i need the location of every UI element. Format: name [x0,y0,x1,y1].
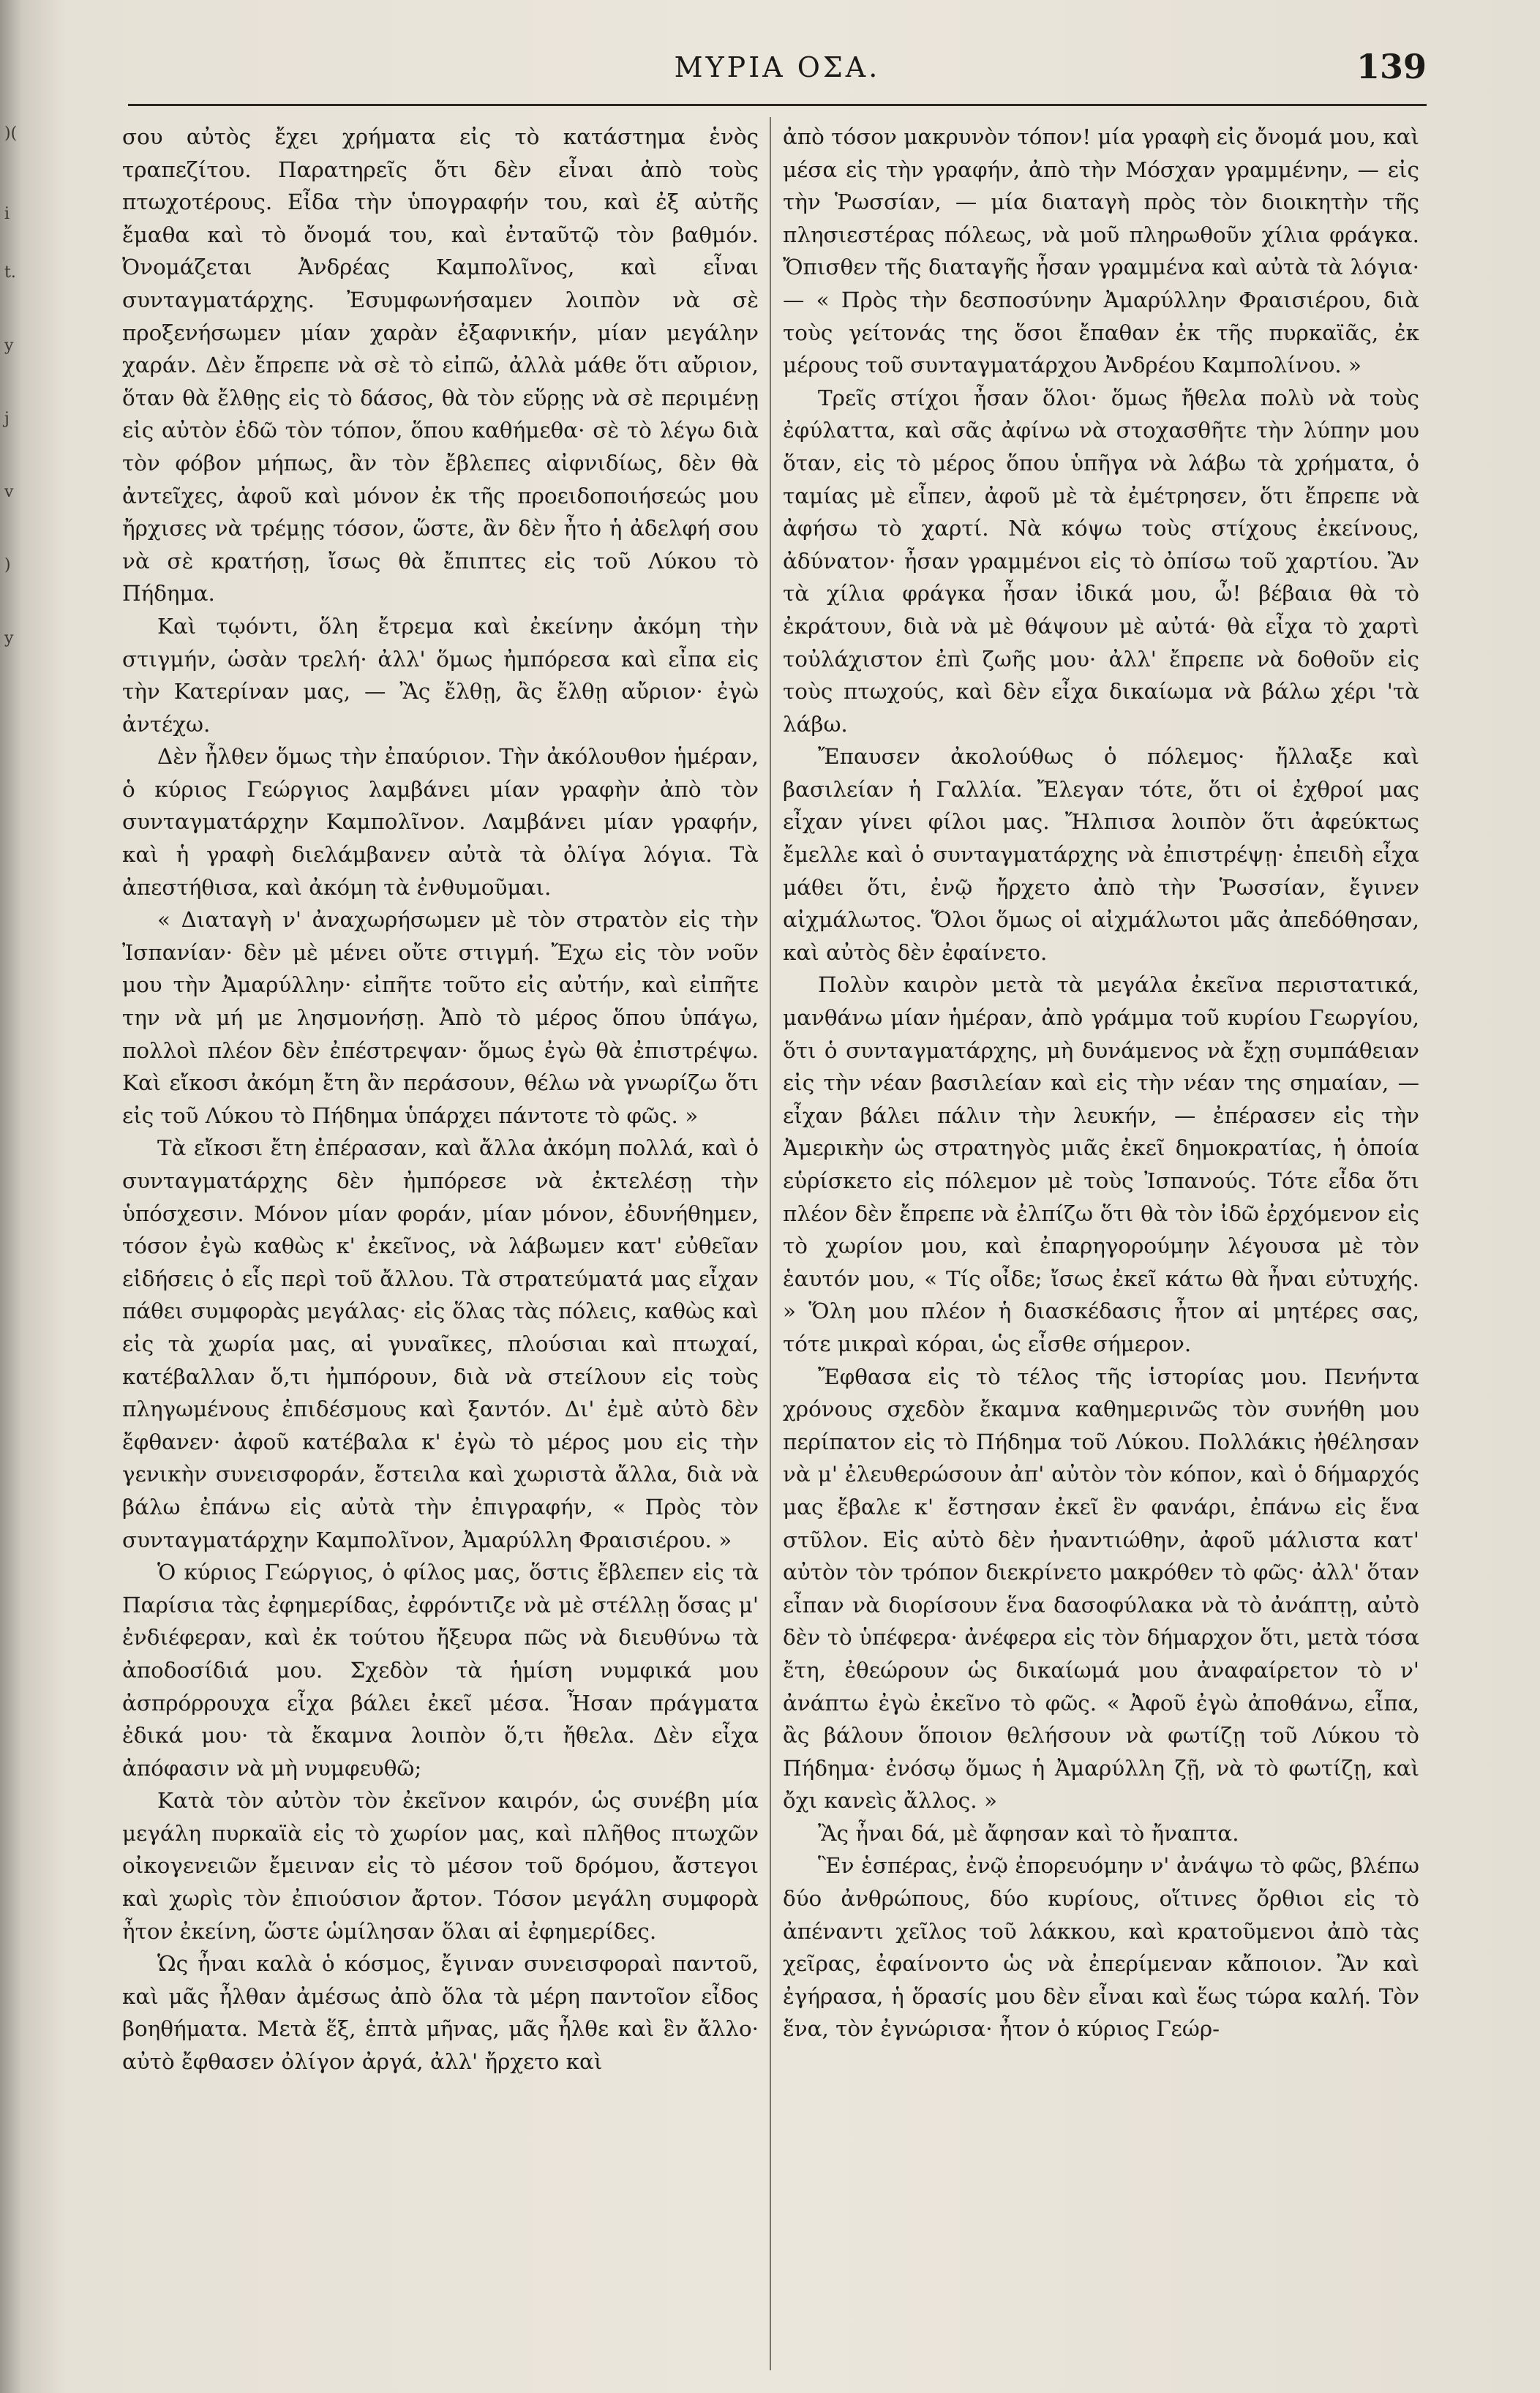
paragraph: Δὲν ἦλθεν ὅμως τὴν ἐπαύριον. Τὴν ἀκόλουθον ἡμέραν, ὁ κύριος Γεώργιος λαμβάνει μίαν γραφὴν ἀπὸ τὸν συνταγματάρχην Καμπολῖνον. Λαμβάνει μίαν γραφήν, καὶ ἡ γραφὴ διελάμβανεν αὐτὰ τὰ ὀλίγα λόγια. Τὰ ἀπεστήθισα, καὶ ἀκόμη τὰ ἐνθυμοῦμαι. [122,744,759,900]
paragraph: Ἔπαυσεν ἀκολούθως ὁ πόλεμος· ἤλλαξε καὶ βασιλείαν ἡ Γαλλία. Ἔλεγαν τότε, ὅτι οἱ ἐχθροί μας εἶχαν γίνει φίλοι μας. Ἤλπισα λοιπὸν ὅτι ἀφεύκτως ἔμελλε καὶ ὁ συνταγματάρχης νὰ ἐπιστρέψῃ· ἐπειδὴ εἶχα μάθει ὅτι, ἐνῷ ἤρχετο ἀπὸ τὴν Ῥωσσίαν, ἔγινεν αἰχμάλωτος. Ὅλοι ὅμως οἱ αἰχμάλωτοι μᾶς ἀπεδόθησαν, καὶ αὐτὸς δὲν ἐφαίνετο. [783,744,1419,965]
edge-mark: y [4,337,14,355]
edge-mark: y [4,629,14,647]
edge-mark: )( [4,124,18,143]
paragraph: Πολὺν καιρὸν μετὰ τὰ μεγάλα ἐκεῖνα περιστατικά, μανθάνω μίαν ἡμέραν, ἀπὸ γράμμα τοῦ κυρίου Γεωργίου, ὅτι ὁ συνταγματάρχης, μὴ δυνάμενος νὰ ἔχῃ συμπάθειαν εἰς τὴν νέαν βασιλείαν καὶ εἰς τὴν νέαν της σημαίαν, — εἶχαν βάλει πάλιν τὴν λευκήν, — ἐπέρασεν εἰς τὴν Ἀμερικὴν ὡς στρατηγὸς μιᾶς ἐκεῖ δημοκρατίας, ἡ ὁποία εὑρίσκετο εἰς πόλεμον μὲ τοὺς Ἰσπανούς. Τότε εἶδα ὅτι πλέον δὲν ἔπρεπε νὰ ἐλπίζω ὅτι θὰ τὸν ἰδῶ ἐρχόμενον εἰς τὸ χωρίον μου, καὶ ἐπαρηγορούμην λέγουσα μὲ τὸν ἑαυτόν μου, « Τίς οἶδε; ἴσως ἐκεῖ κάτω θὰ ἦναι εὐτυχής. » Ὅλη μου πλέον ἡ διασκέδασις ἦτον αἱ μητέρες σας, τότε μικραὶ κόραι, ὡς εἶσθε σήμερον. [783,972,1419,1356]
left-column [122,121,759,2367]
paragraph: Ἓν ἑσπέρας, ἐνῷ ἐπορευόμην ν' ἀνάψω τὸ φῶς, βλέπω δύο ἀνθρώπους, δύο κυρίους, οἵτινες ὄρθιοι εἰς τὸ ἀπέναντι χεῖλος τοῦ λάκκου, καὶ κρατοῦμενοι ἀπὸ τὰς χεῖρας, ἐφαίνοντο ὡς νὰ ἐπερίμεναν κἄποιον. Ἂν καὶ ἐγήρασα, ἡ ὅρασίς μου δὲν εἶναι καὶ ἕως τώρα καλή. Τὸν ἕνα, τὸν ἐγνώρισα· ἦτον ὁ κύριος Γεώρ- [783,1853,1419,2042]
right-column [783,121,1419,2367]
page-header [128,47,1427,102]
edge-mark: j [4,410,10,428]
paragraph: Ὁ κύριος Γεώργιος, ὁ φίλος μας, ὅστις ἔβλεπεν εἰς τὰ Παρίσια τὰς ἐφημερίδας, ἐφρόντιζε νὰ μὲ στέλλῃ ὅσας μ' ἐνδιέφεραν, καὶ ἐκ τούτου ἤξευρα πῶς νὰ διευθύνω τὰ ἀποδοσίδιά μου. Σχεδὸν τὰ ἡμίση νυμφικά μου ἀσπρόρρουχα εἶχα βάλει ἐκεῖ μέσα. Ἦσαν πράγματα ἐδικά μου· τὰ ἔκαμνα λοιπὸν ὅ,τι ἤθελα. Δὲν εἶχα ἀπόφασιν νὰ μὴ νυμφευθῶ; [122,1560,759,1781]
edge-mark: i [4,205,10,223]
paragraph: Καὶ τῳόντι, ὅλη ἔτρεμα καὶ ἐκείνην ἀκόμη τὴν στιγμήν, ὡσὰν τρελή· ἀλλ' ὅμως ἠμπόρεσα καὶ εἶπα εἰς τὴν Κατερίναν μας, — Ἂς ἔλθῃ, ἂς ἔλθῃ αὔριον· ἐγὼ ἀντέχω. [122,613,759,737]
paragraph: Ἂς ἦναι δά, μὲ ἄφησαν καὶ τὸ ἤναπτα. [818,1820,1239,1846]
scan-edge-marks [0,0,29,2393]
paragraph: ἀπὸ τόσον μακρυνὸν τόπον! μία γραφὴ εἰς ὄνομά μου, καὶ μέσα εἰς τὴν γραφήν, ἀπὸ τὴν Μόσχαν γραμμένην, — εἰς τὴν Ῥωσσίαν, — μία διαταγὴ πρὸς τὸν διοικητὴν τῆς πλησιεστέρας πόλεως, νὰ μοῦ πληρωθοῦν χίλια φράγκα. Ὄπισθεν τῆς διαταγῆς ἦσαν γραμμένα καὶ αὐτὰ τὰ λόγια· — « Πρὸς τὴν δεσποσύνην Ἀμαρύλλην Φραισιέρου, διὰ τοὺς γείτονάς της ὅσοι ἔπαθαν ἐκ τῆς πυρκαϊᾶς, ἐκ μέρους τοῦ συνταγματάρχου Ἀνδρέου Καμπολίνου. » [783,124,1419,378]
paragraph: σου αὐτὸς ἔχει χρήματα εἰς τὸ κατάστημα ἑνὸς τραπεζίτου. Παρατηρεῖς ὅτι δὲν εἶναι ἀπὸ τοὺς πτωχοτέρους. Εἶδα τὴν ὑπογραφήν του, καὶ ἐξ αὐτῆς ἔμαθα καὶ τὸ ὄνομά του, καὶ ἐνταῦτῷ τὸν βαθμόν. Ὀνομάζεται Ἀνδρέας Καμπολῖνος, καὶ εἶναι συνταγματάρχης. Ἐσυμφωνήσαμεν λοιπὸν νὰ σὲ προξενήσωμεν μίαν χαρὰν ἐξαφνικήν, μίαν μεγάλην χαράν. Δὲν ἔπρεπε νὰ σὲ τὸ εἰπῶ, ἀλλὰ μάθε ὅτι αὔριον, ὅταν θὰ ἔλθῃς εἰς τὸ δάσος, θὰ τὸν εὕρῃς νὰ σὲ περιμένῃ εἰς αὐτὸν ἐδῶ τὸν τόπον, ὅπου καθήμεθα· σὲ τὸ λέγω διὰ τὸν φόβον μήπως, ἂν τὸν ἔβλεπες αἰφνιδίως, δὲν θὰ ἀντεῖχες, ἀφοῦ καὶ μόνον ἐκ τῆς προειδοποιήσεώς μου ἤρχισες νὰ τρέμῃς τόσον, ὥστε, ἂν δὲν ἦτο ἡ ἀδελφή σου νὰ σὲ κρατήσῃ, ἴσως θὰ ἔπιπτες εἰς τοῦ Λύκου τὸ Πήδημα. [122,124,759,606]
page-number: 139 [1356,47,1427,86]
paragraph: Ὡς ἦναι καλὰ ὁ κόσμος, ἔγιναν συνεισφοραὶ παντοῦ, καὶ μᾶς ἦλθαν ἀμέσως ἀπὸ ὅλα τὰ μέρη παντοῖον εἶδος βοηθήματα. Μετὰ ἕξ, ἑπτὰ μῆνας, μᾶς ἦλθε καὶ ἓν ἄλλο· αὐτὸ ἔφθασεν ὀλίγον ἀργά, ἀλλ' ἤρχετο καὶ [122,1951,759,2075]
edge-mark: t. [4,263,16,282]
paragraph: Τρεῖς στίχοι ἦσαν ὅλοι· ὅμως ἤθελα πολὺ νὰ τοὺς ἐφύλαττα, καὶ σᾶς ἀφίνω νὰ στοχασθῆτε τὴν λύπην μου ὅταν, εἰς τὸ μέρος ὅπου ὑπῆγα νὰ λάβω τὰ χρήματα, ὁ ταμίας μὲ εἶπεν, ἀφοῦ μὲ τὰ ἐμέτρησεν, ὅτι ἔπρεπε νὰ ἀφήσω τὸ χαρτί. Νὰ κόψω τοὺς στίχους ἐκείνους, ἀδύνατον· ἦσαν γραμμένοι εἰς τὸ ὀπίσω τοῦ χαρτίου. Ἂν τὰ χίλια φράγκα ἦσαν ἰδικά μου, ὦ! βέβαια θὰ τὸ ἐκράτουν, διὰ νὰ μὲ θάψουν μὲ αὐτά· θὰ εἶχα τὸ χαρτὶ τοὐλάχιστον ἐπὶ ζωῆς μου· ἀλλ' ἔπρεπε νὰ δοθοῦν εἰς τοὺς πτωχούς, καὶ δὲν εἶχα δικαίωμα νὰ βάλω χέρι 'τὰ λάβω. [783,385,1419,737]
column-divider [770,117,771,2370]
paragraph: Κατὰ τὸν αὐτὸν τὸν ἐκεῖνον καιρόν, ὡς συνέβη μία μεγάλη πυρκαϊὰ εἰς τὸ χωρίον μας, καὶ πλῆθος πτωχῶν οἰκογενειῶν ἔμειναν εἰς τὸ μέσον τοῦ δρόμου, ἄστεγοι καὶ χωρὶς τὸν ἐπιούσιον ἄρτον. Τόσον μεγάλη συμφορὰ ἦτον ἐκείνη, ὥστε ὡμίλησαν ὅλαι αἱ ἐφημερίδες. [122,1788,759,1944]
paragraph: « Διαταγὴ ν' ἀναχωρήσωμεν μὲ τὸν στρατὸν εἰς τὴν Ἰσπανίαν· δὲν μὲ μένει οὔτε στιγμή. Ἔχω εἰς τὸν νοῦν μου τὴν Ἀμαρύλλην· εἰπῆτε τοῦτο εἰς αὐτήν, καὶ εἰπῆτε την νὰ μή με λησμονήσῃ. Ἀπὸ τὸ μέρος ὅπου ὑπάγω, πολλοὶ πλέον δὲν ἐπέστρεψαν· ὅμως ἐγὼ θὰ ἐπιστρέψω. Καὶ εἴκοσι ἀκόμη ἔτη ἂν περάσουν, θέλω νὰ γνωρίζω ὅτι εἰς τοῦ Λύκου τὸ Πήδημα ὑπάρχει πάντοτε τὸ φῶς. » [122,907,759,1128]
paragraph: Ἔφθασα εἰς τὸ τέλος τῆς ἱστορίας μου. Πενήντα χρόνους σχεδὸν ἔκαμνα καθημερινῶς τὸν συνήθη μου περίπατον εἰς τὸ Πήδημα τοῦ Λύκου. Πολλάκις ἠθέλησαν νὰ μ' ἐλευθερώσουν ἀπ' αὐτὸν τὸν κόπον, καὶ ὁ δήμαρχός μας ἔβαλε κ' ἔστησαν ἐκεῖ ἓν φανάρι, ἐπάνω εἰς ἕνα στῦλον. Εἰς αὐτὸ δὲν ἠναντιώθην, ἀφοῦ μάλιστα κατ' αὐτὸν τὸν τρόπον διεκρίνετο μακρόθεν τὸ φῶς· ἀλλ' ὅταν εἶπαν νὰ διορίσουν ἕνα δασοφύλακα νὰ τὸ ἀνάπτῃ, αὐτὸ δὲν τὸ ὑπέφερα· ἀνέφερα εἰς τὸν δήμαρχον ὅτι, μετὰ τόσα ἔτη, ἐθεώρουν ὡς δικαίωμά μου ἀναφαίρετον τὸ ν' ἀνάπτω ἐγὼ ἐκεῖνο τὸ φῶς. « Ἀφοῦ ἐγὼ ἀποθάνω, εἶπα, ἂς βάλουν ὅποιον θελήσουν νὰ φωτίζῃ τοῦ Λύκου τὸ Πήδημα· ἐνόσῳ ὅμως ἡ Ἀμαρύλλη ζῇ, νὰ τὸ φωτίζῃ, καὶ ὄχι κανεὶς ἄλλος. » [783,1364,1419,1814]
paragraph: Τὰ εἴκοσι ἔτη ἐπέρασαν, καὶ ἄλλα ἀκόμη πολλά, καὶ ὁ συνταγματάρχης δὲν ἠμπόρεσε νὰ ἐκτελέσῃ τὴν ὑπόσχεσιν. Μόνον μίαν φοράν, μίαν μόνον, ἐδυνήθημεν, τόσον ἐγὼ καθὼς κ' ἐκεῖνος, νὰ λάβωμεν κατ' εὐθεῖαν εἰδήσεις ὁ εἷς περὶ τοῦ ἄλλου. Τὰ στρατεύματά μας εἶχαν πάθει συμφορὰς μεγάλας· εἰς ὅλας τὰς πόλεις, καθὼς καὶ εἰς τὰ χωρία μας, αἱ γυναῖκες, πλούσιαι καὶ πτωχαί, κατέβαλλαν ὅ,τι ἠμπόρουν, διὰ νὰ στείλουν εἰς τοὺς πληγωμένους ἐπιδέσμους καὶ ξαντόν. Δι' ἐμὲ αὐτὸ δὲν ἔφθανεν· ἀφοῦ κατέβαλα κ' ἐγὼ τὸ μέρος μου εἰς τὴν γενικὴν συνεισφοράν, ἔστειλα καὶ χωριστὰ ἄλλα, διὰ νὰ βάλω ἐπάνω εἰς αὐτὰ τὴν ἐπιγραφήν, « Πρὸς τὸν συνταγματάρχην Καμπολῖνον, Ἀμαρύλλη Φραισιέρου. » [122,1135,759,1552]
running-head: ΜΥΡΙΑ ΟΣΑ. [674,51,881,83]
header-rule [128,104,1427,106]
edge-mark: v [4,483,14,501]
edge-mark: ) [4,556,11,574]
